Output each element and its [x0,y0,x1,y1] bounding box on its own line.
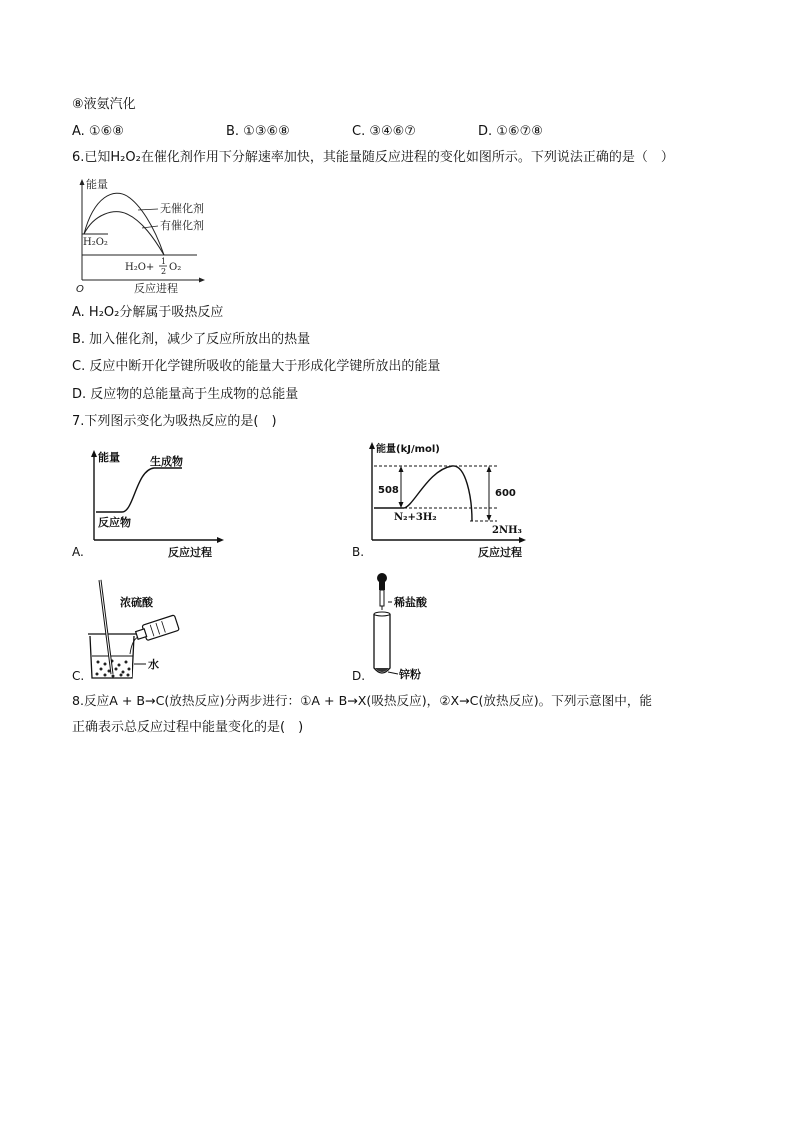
q7-b-value-left: 508 [378,485,399,496]
q6-energy-diagram [72,176,212,294]
q7-d-metal-label: 锌粉 [399,668,421,681]
q7-b-letter: B. [352,545,365,559]
q7-a-y-axis-label: 能量 [98,451,120,464]
q7-b-value-right: 600 [495,488,516,499]
q6-option-a: A. H₂O₂分解属于吸热反应 [72,305,224,320]
q5-option-a: A. ①⑥⑧ [72,124,124,139]
q5-item8: ⑧液氨汽化 [72,97,136,112]
q5-option-b: B. ①③⑥⑧ [226,124,290,139]
q6-x-axis-label: 反应进程 [134,282,178,294]
q6-origin-label: O [76,284,84,294]
q8-stem-line1: 8.反应A + B→C(放热反应)分两步进行：①A + B→X(吸热反应)，②X→C(放热反应)。下列示意图中，能 [72,693,653,708]
q7-b-x-axis-label: 反应过程 [478,546,522,559]
q6-product-frac-den: 2 [161,267,167,276]
q7-b-energy-diagram [352,438,542,560]
q8-stem-line2: 正确表示总反应过程中能量变化的是( ) [72,720,304,735]
q6-product-suffix: O₂ [169,262,182,273]
q7-d-test-tube-apparatus [352,570,472,682]
q6-product-prefix: H₂O+ [125,262,155,273]
q7-a-energy-diagram [72,448,312,560]
q7-a-x-axis-label: 反应过程 [168,546,212,559]
q7-c-water-label: 水 [148,658,159,671]
q7-b-y-axis-label: 能量(kJ/mol) [376,444,440,455]
q6-option-b: B. 加入催化剂，减少了反应所放出的热量 [72,332,311,347]
q6-curve-catalyst-label: 有催化剂 [160,219,204,232]
q7-c-beaker-apparatus [72,574,202,682]
q6-stem: 6.已知H₂O₂在催化剂作用下分解速率加快，其能量随反应进程的变化如图所示。下列说法正确的是（ ） [72,150,674,165]
q5-option-c: C. ③④⑥⑦ [352,124,416,139]
q6-curve-no-catalyst-label: 无催化剂 [160,202,204,215]
q7-c-acid-label: 浓硫酸 [120,596,153,609]
q7-a-reactant-label: 反应物 [98,516,131,529]
q6-product-frac-num: 1 [161,257,167,266]
q7-a-letter: A. [72,545,84,559]
q6-option-c: C. 反应中断开化学键所吸收的能量大于形成化学键所放出的能量 [72,359,441,374]
q5-option-d: D. ①⑥⑦⑧ [478,124,543,139]
q7-b-product-label: 2NH₃ [492,525,522,536]
q7-stem: 7.下列图示变化为吸热反应的是( ) [72,414,277,429]
q7-b-reactants-label: N₂+3H₂ [394,512,437,523]
q7-c-letter: C. [72,669,85,682]
q7-d-acid-label: 稀盐酸 [394,596,427,609]
q7-a-product-label: 生成物 [150,455,183,468]
q6-option-d: D. 反应物的总能量高于生成物的总能量 [72,387,299,402]
q6-y-axis-label: 能量 [86,178,108,191]
q6-reactant-label: H₂O₂ [83,237,108,248]
q7-d-letter: D. [352,669,366,682]
